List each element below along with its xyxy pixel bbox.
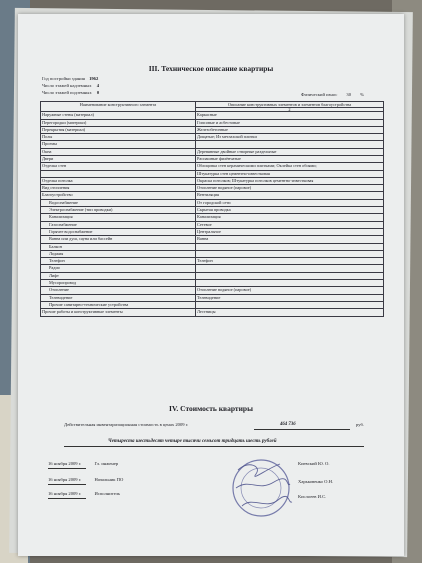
floors-above-label: Число этажей надземных [42,83,92,88]
element-description-cell: Гипсовые и асбестовые [196,119,384,126]
wear-unit: % [360,92,364,97]
date-underline [48,484,86,485]
year-built-line [42,76,98,81]
element-name-cell: Канализация [41,214,196,221]
table-row [41,221,384,228]
signature-role: Гл. инженер [94,461,119,466]
wear-value: 30 [346,92,352,97]
element-description-cell: Каркасные [196,112,384,119]
signature-date: 16 ноября 2009 г. [48,477,82,482]
signature-row-2 [48,477,123,482]
signature-name-2: Харьковенко О.Н. [298,479,334,484]
signature-date: 16 ноября 2009 г. [48,461,82,466]
table-row [41,258,384,265]
element-description-cell: Отопление водяное (паровое) [196,185,384,192]
floors-under-label: Число этажей подземных [42,90,92,95]
element-description-cell: Дощатые; Из метлахской плитки [196,134,384,141]
table-row [41,155,384,162]
floors-above-line [42,83,99,88]
element-name-cell: Радио [41,265,196,272]
section-3-title: III. Техническое описание квартиры [148,64,274,73]
signature-row-3 [48,491,120,496]
element-description-cell: Скрытая проводка [196,207,384,214]
table-row [41,236,384,243]
element-name-cell: Проемы [41,141,196,148]
element-description-cell [196,265,384,272]
year-built-value: 1962 [89,76,99,81]
element-description-cell: Распашные филёнчатые [196,155,384,162]
table-row [41,243,384,250]
date-underline [48,498,86,499]
signature-name-1: Киевский Ю. О. [298,461,330,466]
wear-label: Физический износ [300,92,338,97]
element-description-cell: Канализация [196,214,384,221]
element-description-cell [196,272,384,279]
table-row [41,301,384,308]
table-row [41,163,384,170]
table-row [41,177,384,184]
physical-wear [301,92,364,97]
table-row [41,309,384,316]
signature-role: Исполнитель [94,491,121,496]
floors-above-value: 4 [96,83,99,88]
table-row [41,170,384,177]
element-name-cell: Полы [41,134,196,141]
element-name-cell: Отделка потолка [41,177,196,184]
element-description-cell [196,280,384,287]
element-name-cell: Перекрытия (материал) [41,126,196,133]
cost-words-underline [64,446,364,447]
element-description-cell: Окраска потолков; Штукатурка потолков цементно-известковая [196,177,384,184]
table-row [41,148,384,155]
floors-under-value: 0 [96,90,100,95]
element-name-cell: Ванна или душ, сауна или бассейн [41,236,196,243]
element-description-cell: Отопление водяное (паровое) [196,287,384,294]
cost-value: 464 736 [280,422,296,427]
table-row [41,265,384,272]
element-description-cell: Штукатурка стен цементно-известковая [196,170,384,177]
table-row [41,294,384,301]
section-4-title: IV. Стоимость квартиры [169,404,253,413]
table-row [41,250,384,257]
table-row [41,207,384,214]
signature-date: 16 ноября 2009 г. [48,491,82,496]
header-description: Описание конструктивных элементов и элементов благоустройства [196,102,384,108]
element-description-cell: Ванна [196,236,384,243]
element-description-cell: Вентиляция [196,192,384,199]
year-built-label: Год постройки здания [42,76,85,81]
element-description-cell: Телевидение [196,294,384,301]
element-name-cell: Телефон [41,258,196,265]
table-row [41,119,384,126]
table-body [41,112,384,316]
element-description-cell: Сетевое [196,221,384,228]
element-name-cell [41,170,196,177]
element-description-cell: Центральное [196,228,384,235]
element-name-cell: Электроснабжение (тип проводки) [41,207,196,214]
header-number-2: 2 [196,108,384,112]
table-row [41,192,384,199]
element-name-cell: Вид отопления [41,185,196,192]
element-name-cell: Водоснабжение [41,199,196,206]
cost-in-words: Четыреста шестьдесят четыре тысячи семьсот тридцать шесть рублей [108,439,277,444]
element-description-cell: Железобетонные [196,126,384,133]
element-name-cell: Благоустройство [41,192,196,199]
element-description-cell: Телефон [196,258,384,265]
table-row [41,272,384,279]
element-name-cell: Лоджия [41,250,196,257]
cost-text: Действительная инвентаризационная стоимость в ценах 2009 г. [64,422,189,427]
element-description-cell [196,243,384,250]
element-description-cell: Лестницы [196,309,384,316]
element-description-cell: От городской сети [196,199,384,206]
table-row [41,141,384,148]
date-underline [48,468,86,469]
element-description-cell [196,250,384,257]
signature-name-3: Кислоеев И.С. [298,494,327,499]
element-name-cell: Прочие работы и конструктивные элементы [41,309,196,316]
element-name-cell: Телевидение [41,294,196,301]
element-name-cell: Балкон [41,243,196,250]
table-row [41,228,384,235]
table-row [41,214,384,221]
table-row [41,134,384,141]
element-name-cell: Прочие санитарно-технические устройства [41,301,196,308]
element-name-cell: Отделка стен [41,163,196,170]
signature-row-1 [48,461,118,466]
element-description-cell: Облицовка стен керамическими плитками; Оклейка стен обоями; [196,163,384,170]
table-row [41,126,384,133]
table-row [41,287,384,294]
floors-under-line [42,90,99,95]
table-row [41,112,384,119]
table-row [41,199,384,206]
element-name-cell: Окна [41,148,196,155]
element-name-cell: Двери [41,155,196,162]
table-row [41,185,384,192]
technical-description-table [40,101,384,317]
element-name-cell: Перегородки (материал) [41,119,196,126]
document-page [18,14,404,556]
element-name-cell: Наружные стены (материал) [41,112,196,119]
element-description-cell: Деревянные двойные створные раздельные [196,148,384,155]
element-name-cell: Отопление [41,287,196,294]
cost-unit: руб. [356,422,364,427]
element-name-cell: Лифт [41,272,196,279]
signature-role: Начальник ПО [94,477,124,482]
table-row [41,280,384,287]
element-name-cell: Мусоропровод [41,280,196,287]
element-name-cell: Горячее водоснабжение [41,228,196,235]
element-description-cell [196,301,384,308]
official-stamp-icon [228,448,298,528]
cost-underline [254,429,350,430]
element-name-cell: Газоснабжение [41,221,196,228]
header-element-name: Наименование конструктивного элемента [41,102,196,112]
element-description-cell [196,141,384,148]
